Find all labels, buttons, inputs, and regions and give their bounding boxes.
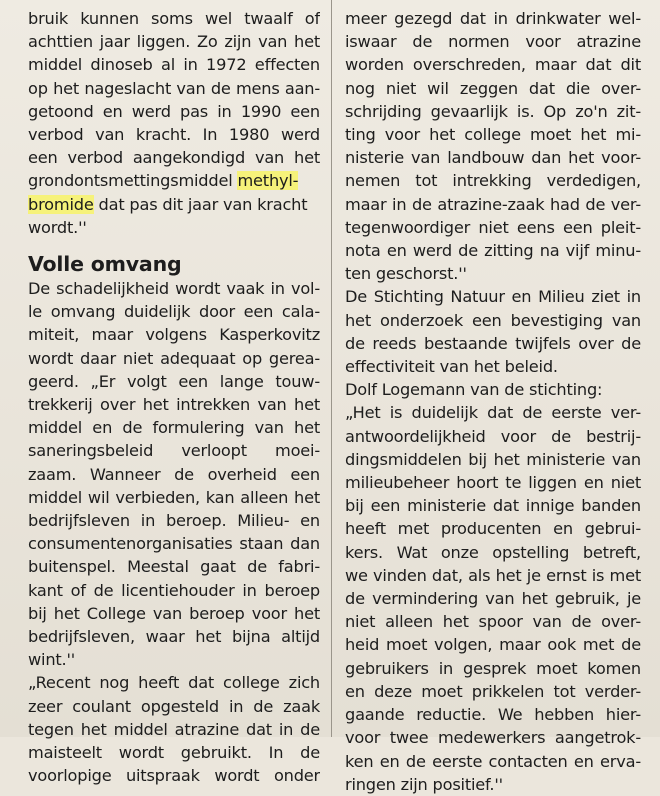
text-line: ting voor het college moet het mi- [345, 125, 641, 145]
highlighted-term: methyl- [237, 171, 299, 191]
highlighted-term: bromide [28, 194, 94, 214]
text-line [28, 193, 320, 216]
text-line: gebruikers in gesprek moet komen [345, 658, 641, 678]
text-line: bedrijfsleven in beroep. Milieu- en [28, 511, 320, 531]
text-line: effectiviteit van het beleid. [345, 357, 558, 377]
text-line: bruik kunnen soms wel twaalf of [28, 9, 320, 28]
text-line: zaam. Wanneer de overheid een [28, 464, 320, 484]
text-line: trekkerij over het intrekken van het [28, 395, 320, 415]
text-line: wint.'' [28, 650, 75, 670]
text-line: bedrijfsleven, waar het bijna altijd [28, 627, 320, 647]
text-fragment: dat pas dit jaar van kracht [93, 194, 308, 214]
text-line: niet alleen het spoor van de over- [345, 612, 641, 632]
text-line: getoond en werd pas in 1990 een [28, 101, 320, 121]
text-line: nog niet wil zeggen dat die over- [345, 78, 641, 98]
column-divider [331, 0, 332, 737]
text-line: ringen zijn positief.'' [345, 774, 503, 794]
text-line: dingsmiddelen bij het ministerie van [345, 449, 641, 469]
text-line [28, 169, 320, 192]
text-line: middel wil verbieden, kan alleen het [28, 487, 320, 507]
text-line: een verbod aangekondigd van het [28, 148, 320, 168]
text-line: maisteelt wordt gebruikt. In de [28, 743, 320, 763]
text-line: heeft met producenten en gebrui- [345, 519, 641, 539]
text-line: kant of de licentiehouder in beroep [28, 580, 320, 600]
section-heading: Volle omvang [28, 252, 182, 277]
text-line: voor twee medewerkers aangetrok- [345, 728, 641, 748]
text-line: nisterie van landbouw dan het voor- [345, 148, 641, 168]
text-line: miteit, maar volgens Kasperkovitz [28, 325, 320, 345]
right-paragraph-1 [345, 7, 641, 285]
left-column [28, 7, 320, 788]
text-line: op het nageslacht van de mens aan- [28, 78, 320, 98]
text-line: De schadelijkheid wordt vaak in vol- [28, 279, 320, 299]
text-line: worden overschreden, maar dat dit [345, 55, 641, 75]
text-line: en deze moet prikkelen tot verder- [345, 681, 641, 701]
text-line: we vinden dat, als het je ernst is met [345, 565, 641, 585]
text-line: bij het College van beroep voor het [28, 603, 320, 623]
right-paragraph-2 [345, 285, 641, 378]
text-line: maar in de atrazine-zaak had de ver- [345, 194, 641, 214]
text-line: de vermindering van het gebruik, je [345, 589, 641, 609]
text-line: middel en de formulering van het [28, 418, 320, 438]
right-column [345, 7, 641, 796]
text-line: zeer coulant opgesteld in de zaak [28, 696, 320, 716]
text-line: gaande reductie. We hebben hier- [345, 705, 641, 725]
left-paragraph-3 [28, 671, 320, 787]
text-line: verbod van kracht. In 1980 werd [28, 125, 320, 145]
text-line: meer gezegd dat in drinkwater wel- [345, 9, 641, 28]
left-paragraph-2 [28, 277, 320, 671]
text-line: buitenspel. Meestal gaat de fabri- [28, 557, 320, 577]
right-paragraph-3 [345, 378, 641, 796]
text-line: tegen het middel atrazine dat in de [28, 719, 320, 739]
text-line: De Stichting Natuur en Milieu ziet in [345, 287, 641, 307]
text-line: wordt daar niet adequaat op gerea- [28, 348, 320, 368]
text-line: achttien jaar liggen. Zo zijn van het [28, 32, 320, 52]
text-line: schrijding gevaarlijk is. Op zo'n zit- [345, 101, 641, 121]
text-line: ken en de eerste contacten en erva- [345, 751, 641, 771]
text-line: antwoordelijkheid voor de bestrij- [345, 426, 641, 446]
text-line: saneringsbeleid verloopt moei- [28, 441, 320, 461]
text-line: „Het is duidelijk dat de eerste ver- [345, 403, 641, 423]
text-line: „Recent nog heeft dat college zich [28, 673, 320, 693]
text-line: consumentenorganisaties staan dan [28, 534, 320, 554]
text-line: iswaar de normen voor atrazine [345, 32, 641, 52]
text-line: voorlopige uitspraak wordt onder [28, 766, 320, 786]
text-line: kers. Wat onze opstelling betreft, [345, 542, 641, 562]
text-line: heid moet volgen, maar ook met de [345, 635, 641, 655]
text-line: de reeds bestaande twijfels over de [345, 333, 641, 353]
text-line: geerd. „Er volgt een lange touw- [28, 371, 320, 391]
text-line: nota en werd de zitting na vijf minu- [345, 241, 641, 261]
text-fragment: grondontsmettingsmiddel [28, 171, 238, 191]
text-line: le omvang duidelijk door een cala- [28, 302, 320, 322]
text-line: ten geschorst.'' [345, 264, 467, 284]
text-line: milieubeheer hoort te liggen en niet [345, 473, 641, 493]
text-line: bij een ministerie dat innige banden [345, 496, 641, 516]
left-paragraph-1 [28, 7, 320, 239]
text-line: wordt.'' [28, 217, 87, 237]
text-line: Dolf Logemann van de stichting: [345, 380, 603, 400]
text-line: het onderzoek een bevestiging van [345, 310, 641, 330]
text-line: tegenwoordiger niet eens een pleit- [345, 217, 641, 237]
text-line: middel dinoseb al in 1972 effecten [28, 55, 320, 75]
text-line: nemen tot intrekking verdedigen, [345, 171, 641, 191]
